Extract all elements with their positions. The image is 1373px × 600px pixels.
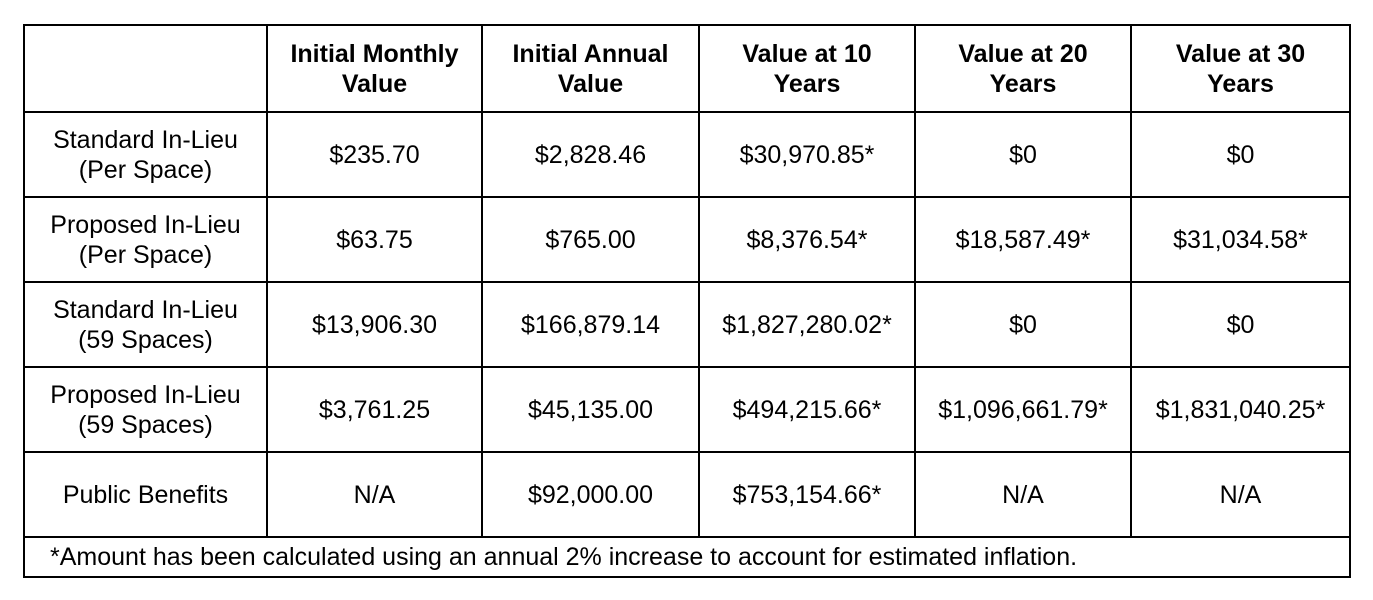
table-cell: $494,215.66* bbox=[699, 367, 915, 452]
footnote-row bbox=[24, 537, 1350, 577]
in-lieu-value-table bbox=[23, 24, 1351, 578]
table-cell: $765.00 bbox=[482, 197, 699, 282]
table-cell: $1,827,280.02* bbox=[699, 282, 915, 367]
header-corner-cell bbox=[24, 25, 267, 112]
table-cell: $8,376.54* bbox=[699, 197, 915, 282]
table-row-standard-59-spaces bbox=[24, 282, 1350, 367]
table-cell: $0 bbox=[1131, 282, 1350, 367]
header-value-at-10-years: Value at 10 Years bbox=[699, 25, 915, 112]
table-row-standard-per-space bbox=[24, 112, 1350, 197]
table-cell: $3,761.25 bbox=[267, 367, 482, 452]
document-page bbox=[23, 24, 1349, 578]
table-row-proposed-59-spaces bbox=[24, 367, 1350, 452]
table-cell: N/A bbox=[267, 452, 482, 537]
table-cell: $45,135.00 bbox=[482, 367, 699, 452]
table-cell: $92,000.00 bbox=[482, 452, 699, 537]
footnote: *Amount has been calculated using an annual 2% increase to account for estimated inflation. bbox=[24, 537, 1350, 577]
row-label: Proposed In-Lieu (Per Space) bbox=[24, 197, 267, 282]
header-initial-annual-value: Initial Annual Value bbox=[482, 25, 699, 112]
row-label: Public Benefits bbox=[24, 452, 267, 537]
table-cell: $31,034.58* bbox=[1131, 197, 1350, 282]
table-cell: N/A bbox=[915, 452, 1131, 537]
row-label: Standard In-Lieu (Per Space) bbox=[24, 112, 267, 197]
row-label: Standard In-Lieu (59 Spaces) bbox=[24, 282, 267, 367]
header-value-at-20-years: Value at 20 Years bbox=[915, 25, 1131, 112]
table-cell: N/A bbox=[1131, 452, 1350, 537]
table-cell: $1,831,040.25* bbox=[1131, 367, 1350, 452]
table-cell: $0 bbox=[915, 282, 1131, 367]
header-value-at-30-years: Value at 30 Years bbox=[1131, 25, 1350, 112]
table-row-public-benefits bbox=[24, 452, 1350, 537]
table-cell: $1,096,661.79* bbox=[915, 367, 1131, 452]
table-cell: $13,906.30 bbox=[267, 282, 482, 367]
table-cell: $18,587.49* bbox=[915, 197, 1131, 282]
row-label: Proposed In-Lieu (59 Spaces) bbox=[24, 367, 267, 452]
header-row bbox=[24, 25, 1350, 112]
table-cell: $166,879.14 bbox=[482, 282, 699, 367]
table-cell: $63.75 bbox=[267, 197, 482, 282]
table-cell: $753,154.66* bbox=[699, 452, 915, 537]
table-cell: $2,828.46 bbox=[482, 112, 699, 197]
table-cell: $235.70 bbox=[267, 112, 482, 197]
table-row-proposed-per-space bbox=[24, 197, 1350, 282]
table-cell: $0 bbox=[1131, 112, 1350, 197]
header-initial-monthly-value: Initial Monthly Value bbox=[267, 25, 482, 112]
table-cell: $0 bbox=[915, 112, 1131, 197]
table-cell: $30,970.85* bbox=[699, 112, 915, 197]
